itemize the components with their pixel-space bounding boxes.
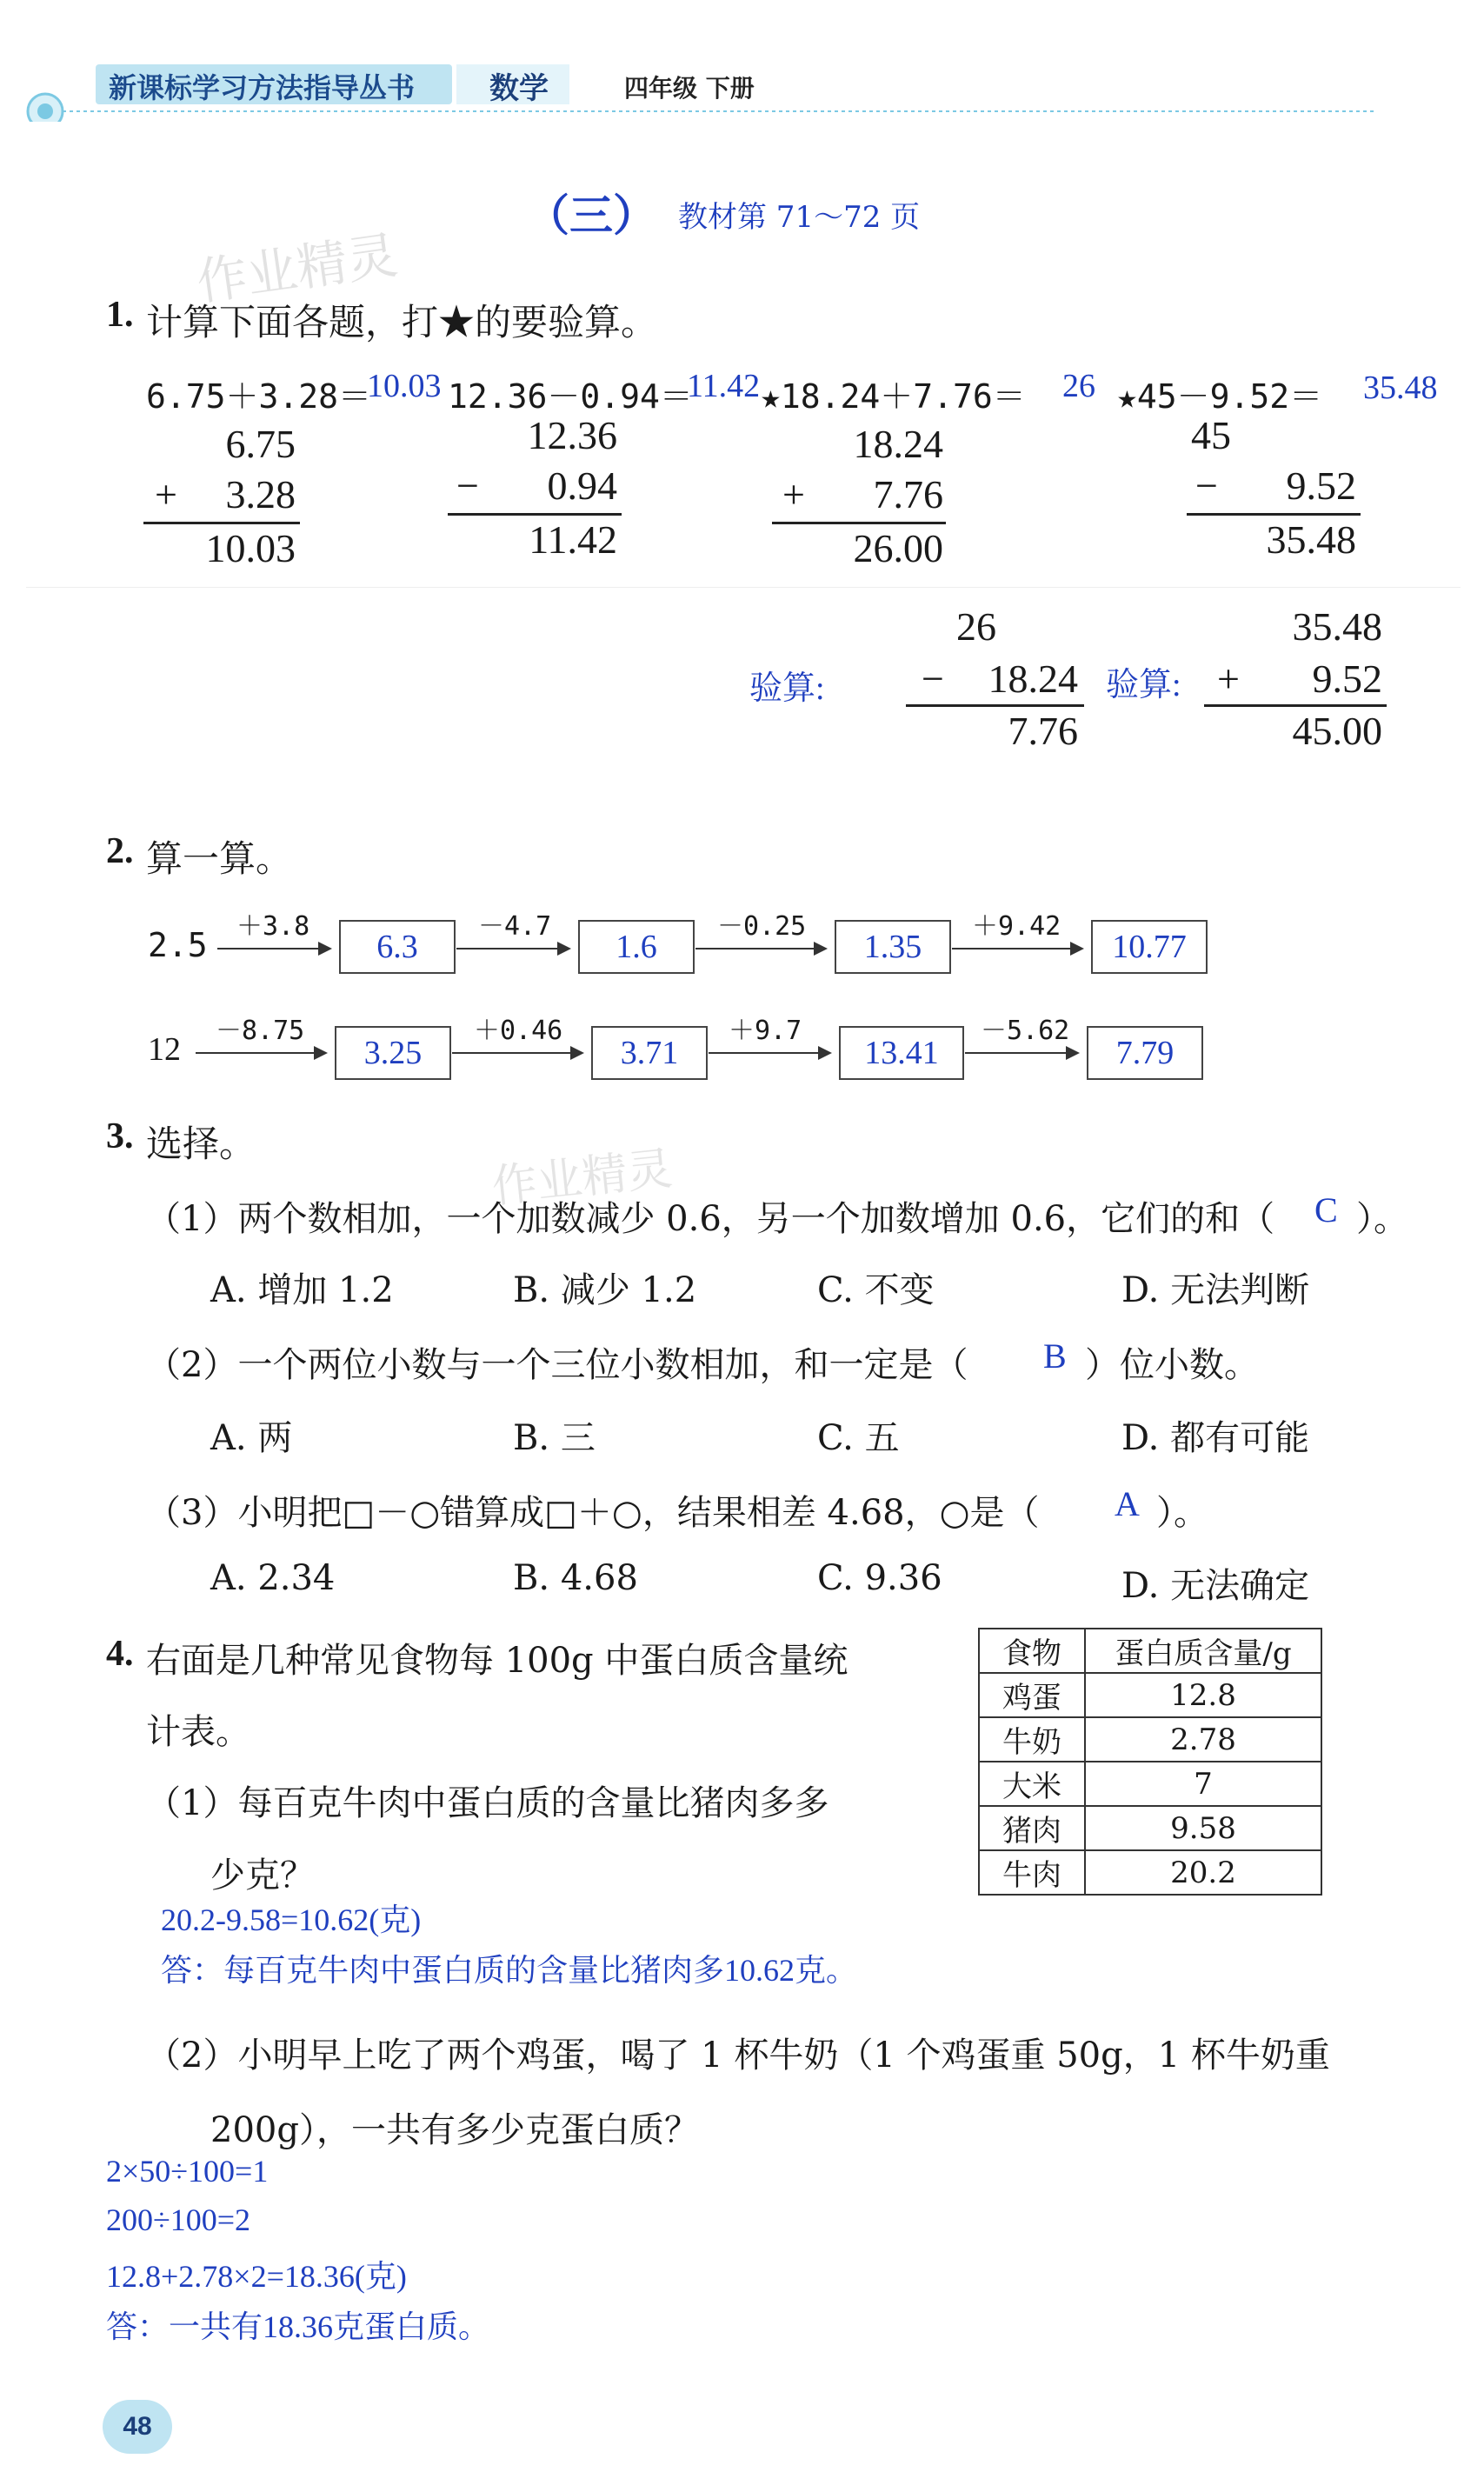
header-subject: 数学 bbox=[489, 71, 549, 106]
expression: 12.36－0.94＝ bbox=[448, 377, 693, 416]
question-prompt: 算一算。 bbox=[146, 837, 293, 880]
work-line: 200÷100=2 bbox=[106, 2202, 251, 2237]
calc-result: 7.76 bbox=[1008, 709, 1078, 753]
question-number: 2. bbox=[106, 831, 134, 871]
table-cell: 2.78 bbox=[1085, 1717, 1321, 1762]
table-cell: 7 bbox=[1085, 1762, 1321, 1806]
chain-op: －5.62 bbox=[981, 1016, 1070, 1046]
calc-top: 6.75 bbox=[225, 422, 296, 466]
calc-top: 18.24 bbox=[853, 422, 943, 466]
calc-operator: + bbox=[155, 472, 177, 516]
table-row bbox=[979, 1806, 1321, 1850]
chain-arrow bbox=[695, 948, 826, 949]
choice-option: B. 减少 1.2 bbox=[513, 1270, 697, 1310]
choice-answer: B bbox=[1043, 1336, 1067, 1376]
calc-bottom: 9.52 bbox=[1286, 463, 1356, 508]
table-cell: 12.8 bbox=[1085, 1673, 1321, 1717]
calc-bottom: 7.76 bbox=[873, 472, 943, 516]
chain-box: 10.77 bbox=[1091, 920, 1208, 974]
table-cell: 猪肉 bbox=[979, 1806, 1085, 1850]
table-cell: 牛肉 bbox=[979, 1850, 1085, 1895]
chain-box: 3.71 bbox=[591, 1026, 708, 1080]
table-row bbox=[979, 1850, 1321, 1895]
answer-text: 11.42 bbox=[687, 368, 761, 404]
choice-option: B. 三 bbox=[513, 1418, 596, 1458]
chain-start: 2.5 bbox=[148, 926, 208, 964]
calc-result: 26.00 bbox=[853, 526, 943, 570]
sub-question: （1）每百克牛肉中蛋白质的含量比猪肉多多 bbox=[146, 1783, 829, 1823]
sub-question: （2）小明早上吃了两个鸡蛋，喝了 1 杯牛奶（1 个鸡蛋重 50g，1 杯牛奶重 bbox=[146, 2036, 1330, 2076]
choice-option: A. 增加 1.2 bbox=[210, 1270, 394, 1310]
calc-bottom: 0.94 bbox=[547, 463, 617, 508]
divider bbox=[26, 587, 1461, 588]
calc-top: 35.48 bbox=[1292, 604, 1382, 649]
choice-answer: A bbox=[1115, 1484, 1140, 1523]
table-header-row bbox=[979, 1629, 1321, 1673]
chain-arrow bbox=[217, 948, 330, 949]
table-header: 蛋白质含量/g bbox=[1085, 1629, 1321, 1673]
check-label: 验算: bbox=[1106, 667, 1181, 703]
chain-box: 13.41 bbox=[839, 1026, 964, 1080]
chain-arrow bbox=[196, 1052, 326, 1054]
calc-result: 11.42 bbox=[529, 517, 617, 562]
protein-table bbox=[978, 1628, 1322, 1896]
choice-stem: （2）一个两位小数与一个三位小数相加，和一定是（ bbox=[146, 1345, 968, 1385]
calc-operator: − bbox=[456, 463, 479, 508]
work-line: 2×50÷100=1 bbox=[106, 2154, 269, 2189]
answer-text: 10.03 bbox=[367, 368, 442, 404]
header-series: 新课标学习方法指导丛书 bbox=[109, 71, 416, 104]
choice-stem-end: ）。 bbox=[1356, 1199, 1408, 1239]
choice-answer: C bbox=[1314, 1190, 1338, 1229]
watermark: 作业精灵 bbox=[193, 225, 402, 312]
calc-bottom: 9.52 bbox=[1312, 656, 1382, 701]
table-row bbox=[979, 1673, 1321, 1717]
question-number: 1. bbox=[106, 295, 134, 335]
header-grade: 四年级 下册 bbox=[624, 74, 755, 103]
answer-line: 答：一共有18.36克蛋白质。 bbox=[106, 2309, 490, 2344]
choice-stem: （3）小明把□－○错算成□＋○，结果相差 4.68，○是（ bbox=[146, 1493, 1040, 1533]
table-cell: 9.58 bbox=[1085, 1806, 1321, 1850]
page-number-badge bbox=[103, 2400, 172, 2454]
chain-op: ＋9.42 bbox=[972, 911, 1061, 942]
calc-result: 45.00 bbox=[1292, 709, 1382, 753]
chain-arrow bbox=[965, 1052, 1078, 1054]
calc-bottom: 3.28 bbox=[225, 472, 296, 516]
expression: ★18.24＋7.76＝ bbox=[761, 377, 1026, 416]
check-label: 验算: bbox=[749, 670, 825, 707]
work-line: 20.2-9.58=10.62(克) bbox=[161, 1902, 422, 1937]
page-number: 48 bbox=[123, 2412, 152, 2441]
sub-question: 200g），一共有多少克蛋白质？ bbox=[210, 2110, 699, 2150]
header-bar bbox=[0, 52, 1484, 122]
calc-operator: + bbox=[1217, 656, 1240, 701]
question-prompt: 计算下面各题，打★的要验算。 bbox=[146, 301, 658, 343]
calc-operator: + bbox=[782, 472, 805, 516]
chain-arrow bbox=[456, 948, 569, 949]
chain-box: 6.3 bbox=[339, 920, 456, 974]
answer-line: 答：每百克牛肉中蛋白质的含量比猪肉多10.62克。 bbox=[161, 1953, 858, 1988]
calc-top: 45 bbox=[1191, 413, 1231, 457]
chain-start: 12 bbox=[148, 1031, 181, 1068]
sub-question: 少克？ bbox=[210, 1856, 315, 1896]
table-cell: 牛奶 bbox=[979, 1717, 1085, 1762]
chain-box: 7.79 bbox=[1087, 1026, 1203, 1080]
choice-stem-end: ）位小数。 bbox=[1085, 1345, 1259, 1385]
table-cell: 鸡蛋 bbox=[979, 1673, 1085, 1717]
chain-box: 1.6 bbox=[578, 920, 695, 974]
chain-op: －4.7 bbox=[478, 911, 552, 942]
calc-result: 10.03 bbox=[205, 526, 296, 570]
chain-op: ＋9.7 bbox=[729, 1016, 802, 1046]
choice-option: C. 不变 bbox=[817, 1270, 935, 1310]
expression: 6.75＋3.28＝ bbox=[146, 377, 372, 416]
answer-text: 35.48 bbox=[1363, 370, 1438, 406]
chain-box: 1.35 bbox=[835, 920, 951, 974]
chain-op: －8.75 bbox=[216, 1016, 305, 1046]
choice-option: B. 4.68 bbox=[513, 1558, 638, 1598]
calc-result: 35.48 bbox=[1266, 517, 1356, 562]
chain-op: －0.25 bbox=[717, 911, 807, 942]
calc-top: 26 bbox=[956, 604, 996, 649]
choice-option: D. 都有可能 bbox=[1121, 1418, 1310, 1458]
question-number: 3. bbox=[106, 1116, 134, 1156]
choice-stem-end: ）。 bbox=[1156, 1493, 1208, 1533]
question-prompt: 右面是几种常见食物每 100g 中蛋白质含量统 bbox=[146, 1641, 848, 1681]
table-row bbox=[979, 1717, 1321, 1762]
question-prompt: 计表。 bbox=[146, 1712, 250, 1752]
choice-option: D. 无法确定 bbox=[1121, 1566, 1310, 1606]
chain-arrow bbox=[709, 1052, 830, 1054]
choice-option: A. 两 bbox=[210, 1418, 293, 1458]
question-prompt: 选择。 bbox=[146, 1123, 256, 1165]
chain-arrow bbox=[952, 948, 1082, 949]
section-title: （三） bbox=[526, 190, 656, 241]
expression: ★45－9.52＝ bbox=[1117, 377, 1323, 416]
answer-text: 26 bbox=[1062, 368, 1095, 404]
chain-op: ＋0.46 bbox=[474, 1016, 563, 1046]
choice-option: C. 9.36 bbox=[817, 1558, 942, 1598]
chain-arrow bbox=[452, 1052, 582, 1054]
choice-option: A. 2.34 bbox=[210, 1558, 336, 1598]
chain-op: ＋3.8 bbox=[236, 911, 310, 942]
chain-box: 3.25 bbox=[335, 1026, 451, 1080]
calc-operator: − bbox=[922, 656, 944, 701]
calc-top: 12.36 bbox=[527, 413, 617, 457]
watermark: 作业精灵 bbox=[489, 1143, 675, 1214]
work-line: 12.8+2.78×2=18.36(克) bbox=[106, 2259, 407, 2294]
choice-option: C. 五 bbox=[817, 1418, 900, 1458]
question-number: 4. bbox=[106, 1634, 134, 1674]
choice-stem: （1）两个数相加，一个加数减少 0.6，另一个加数增加 0.6，它们的和（ bbox=[146, 1199, 1275, 1239]
table-header: 食物 bbox=[979, 1629, 1085, 1673]
calc-bottom: 18.24 bbox=[988, 656, 1078, 701]
table-row bbox=[979, 1762, 1321, 1806]
table-cell: 20.2 bbox=[1085, 1850, 1321, 1895]
table-cell: 大米 bbox=[979, 1762, 1085, 1806]
section-pages: 教材第 71～72 页 bbox=[678, 200, 921, 235]
calc-operator: − bbox=[1195, 463, 1218, 508]
choice-option: D. 无法判断 bbox=[1121, 1270, 1310, 1310]
